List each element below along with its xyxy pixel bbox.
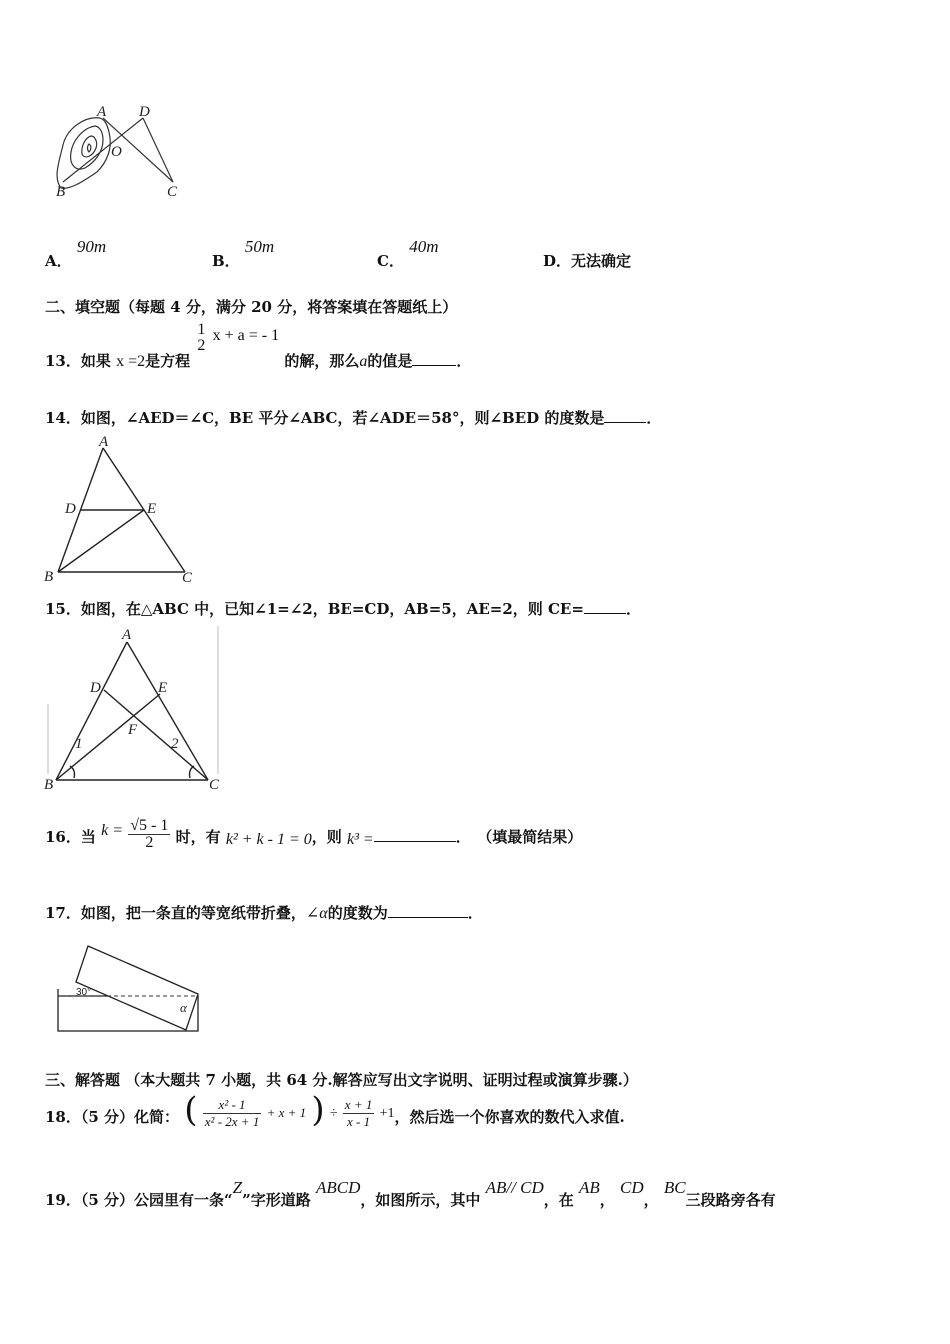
line-DB xyxy=(63,118,143,182)
svg-text:D: D xyxy=(90,680,101,696)
question-17: 17．如图，把一条直的等宽纸带折叠，∠α的度数为 ． xyxy=(45,904,483,922)
q14-figure xyxy=(40,432,210,587)
question-13: 13．如果 x =2是方程 1 2 x + a = - 1 的解，那么a的值是 ． xyxy=(45,321,472,370)
svg-text:A: A xyxy=(99,434,109,450)
q17-figure xyxy=(50,942,225,1037)
question-15: 15．如图，在△ABC 中，已知∠1=∠2，BE=CD，AB=5，AE=2，则 CE= ． xyxy=(45,600,641,618)
label-B: B xyxy=(56,184,66,200)
svg-text:C: C xyxy=(209,777,220,793)
label-O: O xyxy=(111,144,122,160)
line-DC xyxy=(143,118,173,182)
option-b[interactable]: B． 50m xyxy=(212,237,275,270)
svg-text:2: 2 xyxy=(171,736,179,752)
option-a[interactable]: A． 90m xyxy=(45,237,107,270)
option-d[interactable]: D．无法确定 xyxy=(543,252,632,270)
label-C: C xyxy=(167,184,178,200)
svg-text:F: F xyxy=(128,722,138,738)
section-3-title: 三、解答题 （本大题共 7 小题，共 64 分.解答应写出文字说明、证明过程或演算步骤.） xyxy=(45,1071,638,1089)
question-14: 14．如图，∠AED＝∠C，BE 平分∠ABC，若∠ADE＝58°，则∠BED 的度数是 ． xyxy=(45,409,662,427)
section-2-title: 二、填空题（每题 4 分，满分 20 分，将答案填在答题纸上） xyxy=(45,298,458,316)
svg-text:α: α xyxy=(180,1000,187,1015)
svg-text:E: E xyxy=(147,501,157,517)
svg-text:1: 1 xyxy=(75,736,83,752)
svg-text:A: A xyxy=(122,627,132,643)
q12-figure xyxy=(45,100,205,205)
svg-text:C: C xyxy=(182,570,193,586)
svg-text:E: E xyxy=(158,680,168,696)
q15-figure xyxy=(40,624,225,794)
svg-text:B: B xyxy=(44,569,54,585)
answer-blank-16[interactable] xyxy=(374,827,456,842)
answer-blank-14[interactable] xyxy=(604,408,646,423)
svg-text:30°: 30° xyxy=(76,987,92,998)
question-16: 16．当 k = $\frac{√5 - 1}{2}$ 时，有 k² + k - 1 = 0，则 k³ = ． （填最简结果） xyxy=(45,817,583,851)
svg-text:B: B xyxy=(44,777,54,793)
label-D: D xyxy=(139,104,150,120)
answer-blank-15[interactable] xyxy=(584,599,626,614)
pond-outline xyxy=(57,118,110,188)
answer-blank-13[interactable] xyxy=(412,351,456,366)
option-c[interactable]: C． 40m xyxy=(377,237,439,270)
answer-blank-17[interactable] xyxy=(388,903,468,918)
svg-text:D: D xyxy=(65,501,76,517)
label-A: A xyxy=(97,104,107,120)
question-19: 19．（5 分）公园里有一条“Z”字形道路 ABCD，如图所示，其中 AB// CD，在 AB， CD， BC三段路旁各有 xyxy=(45,1178,776,1209)
question-18: 18．（5 分）化简： ( $\frac{\text{x² - 1}}{\text{x² - 2x + 1}}$ + x + 1 ) ÷ $\frac{x + 1}{x - 1}$ +1，然后选一个你喜欢的数代入求值. xyxy=(45,1090,625,1130)
